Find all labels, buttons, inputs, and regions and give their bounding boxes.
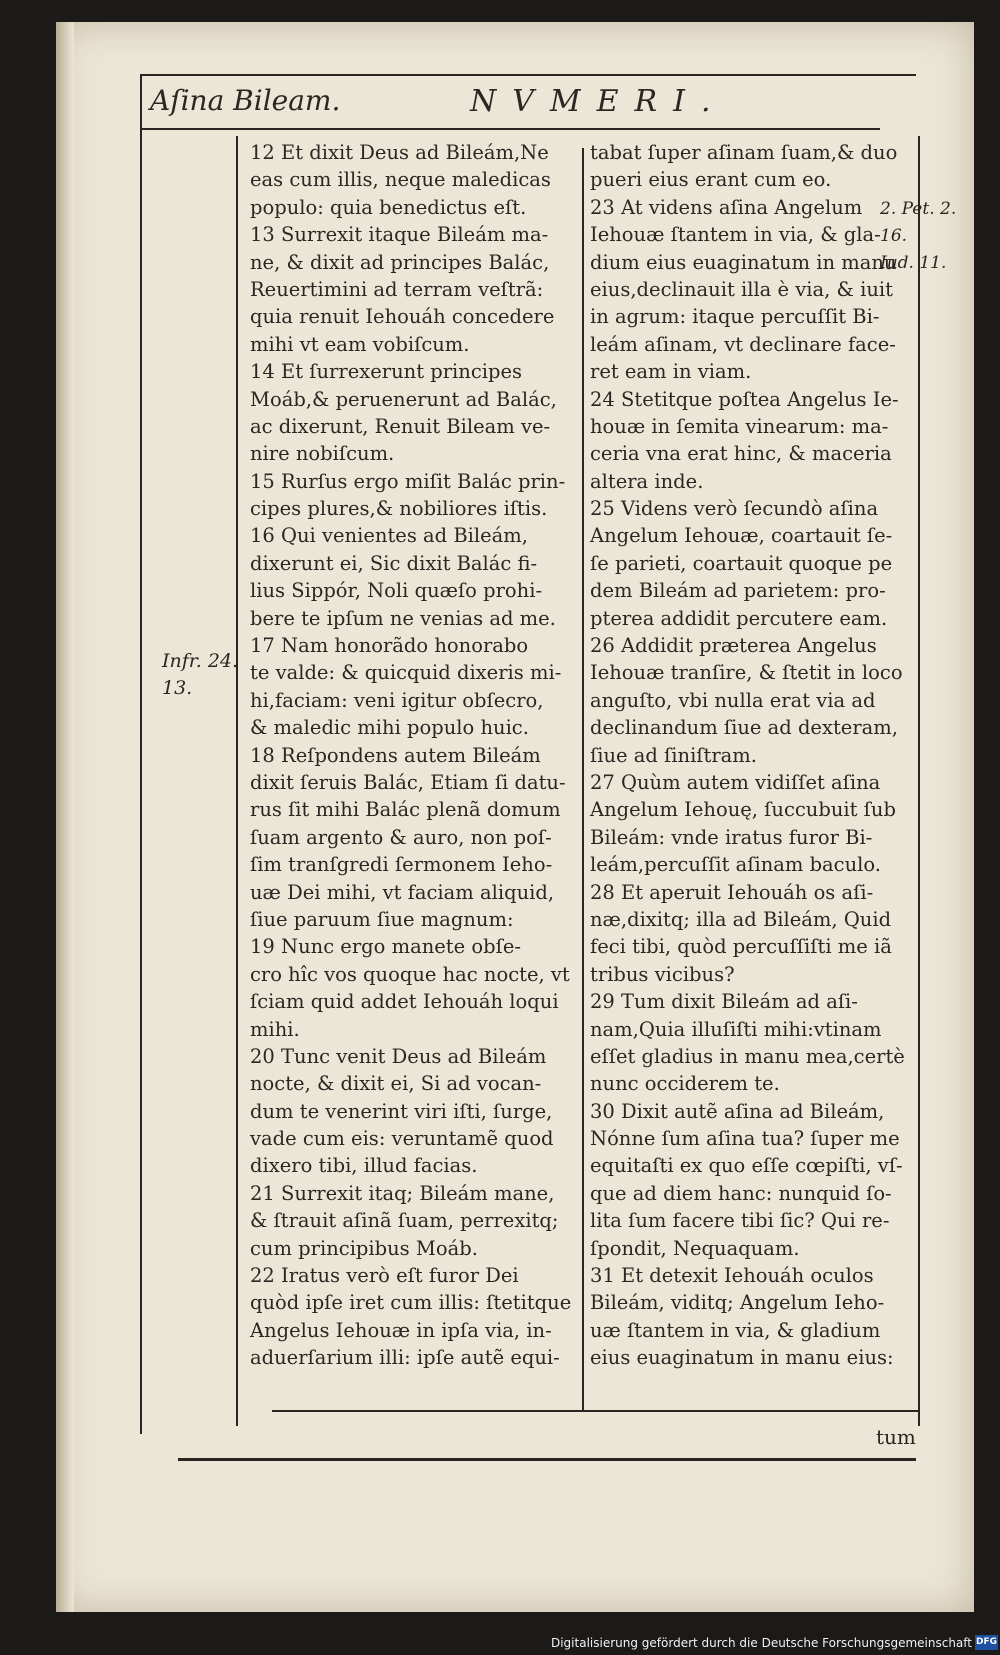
- text-line: cipes plures,& nobiliores iſtis.: [250, 497, 548, 521]
- text-line: nam,Quia illuſiſti mihi:vtinam: [590, 1017, 882, 1041]
- text-line: cum principibus Moáb.: [250, 1236, 478, 1260]
- header-rule-bottom: [140, 128, 880, 130]
- text-column-right: [590, 139, 912, 1372]
- text-line: 21 Surrexit itaq; Bileám mane,: [250, 1181, 555, 1205]
- text-column-left: [250, 139, 592, 1372]
- text-line: 29 Tum dixit Bileám ad aſi-: [590, 990, 858, 1014]
- text-line: eſſet gladius in manu mea,certè: [590, 1044, 905, 1068]
- text-line: næ,dixitq; illa ad Bileám, Quid: [590, 907, 892, 931]
- margin-note-ref: 16.: [880, 226, 908, 246]
- text-line: dixerunt ei, Sic dixit Balác fi-: [250, 551, 538, 575]
- text-line: que ad diem hanc: nunquid ſo-: [590, 1181, 892, 1205]
- outer-margin-rule: [918, 136, 920, 1426]
- catchword: tum: [876, 1425, 916, 1449]
- text-line: feci tibi, quòd percuſſiſti me iã: [590, 935, 892, 959]
- header-rule-top: [140, 74, 916, 76]
- text-line: dixit ſeruis Balác, Etiam ſi datu-: [250, 770, 566, 794]
- text-line: houæ in ſemita vinearum: ma-: [590, 414, 889, 438]
- text-line: eius euaginatum in manu eius:: [590, 1346, 894, 1370]
- book-title: NVMERI.: [470, 84, 727, 119]
- text-line: ne, & dixit ad principes Balác,: [250, 250, 550, 274]
- margin-note-ref: 13.: [162, 677, 193, 699]
- text-line: 24 Stetitque poſtea Angelus Ie-: [590, 387, 899, 411]
- page-gutter: [56, 22, 74, 1612]
- text-line: nire nobiſcum.: [250, 442, 395, 466]
- text-line: mihi.: [250, 1017, 300, 1041]
- text-line: in agrum: itaque percuſſit Bi-: [590, 305, 880, 329]
- text-line: hi,faciam: veni igitur obſecro,: [250, 688, 544, 712]
- text-line: cro hîc vos quoque hac nocte, vt: [250, 962, 570, 986]
- inner-margin-rule: [236, 136, 238, 1426]
- text-line: ſciam quid addet Iehouáh loqui: [250, 990, 559, 1014]
- text-line: 23 At videns aſina Angelum: [590, 195, 863, 219]
- text-line: altera inde.: [590, 469, 704, 493]
- text-line: dixero tibi, illud facias.: [250, 1154, 478, 1178]
- text-line: & ſtrauit aſinã ſuam, perrexitq;: [250, 1209, 559, 1233]
- footer-credit: Digitalisierung gefördert durch die Deutsche Forschungsgemeinschaft: [550, 1636, 972, 1650]
- text-line: eius,declinauit illa è via, & iuit: [590, 277, 893, 301]
- margin-note-right: [880, 196, 956, 277]
- text-line: & maledic mihi populo huic.: [250, 716, 529, 740]
- text-line: Bileám, viditq; Angelum Ieho-: [590, 1291, 885, 1315]
- text-line: 14 Et ſurrexerunt principes: [250, 360, 523, 384]
- text-line: ceria vna erat hinc, & maceria: [590, 442, 892, 466]
- text-line: 20 Tunc venit Deus ad Bileám: [250, 1044, 547, 1068]
- text-line: mihi vt eam vobiſcum.: [250, 332, 470, 356]
- text-line: Moáb,& peruenerunt ad Balác,: [250, 387, 557, 411]
- text-line: 12 Et dixit Deus ad Bileám,Ne: [250, 141, 549, 164]
- text-line: anguſto, vbi nulla erat via ad: [590, 688, 876, 712]
- margin-note-ref: 2. Pet. 2.: [880, 199, 957, 219]
- text-line: leám,percuſſit aſinam baculo.: [590, 853, 881, 877]
- text-line: nunc occiderem te.: [590, 1072, 780, 1096]
- text-line: 30 Dixit autẽ aſina ad Bileám,: [590, 1099, 885, 1123]
- text-line: rus ſit mihi Balác plenã domum: [250, 798, 561, 822]
- text-line: ſiue paruum ſiue magnum:: [250, 907, 514, 931]
- text-line: uæ Dei mihi, vt faciam aliquid,: [250, 880, 555, 904]
- text-line: ret eam in viam.: [590, 360, 752, 384]
- text-line: 31 Et detexit Iehouáh oculos: [590, 1264, 874, 1288]
- text-line: 26 Addidit præterea Angelus: [590, 634, 877, 658]
- left-border-rule: [140, 74, 142, 1434]
- text-line: Bileám: vnde iratus furor Bi-: [590, 825, 873, 849]
- text-line: quia renuit Iehouáh concedere: [250, 305, 555, 329]
- text-line: Reuertimini ad terram veſtrã:: [250, 277, 544, 301]
- text-line: Angelum Iehouę, ſuccubuit ſub: [590, 798, 896, 822]
- text-line: 27 Quùm autem vidiſſet aſina: [590, 770, 881, 794]
- text-line: 25 Videns verò ſecundò aſina: [590, 497, 879, 521]
- text-line: 22 Iratus verò eſt furor Dei: [250, 1264, 519, 1288]
- text-line: 18 Reſpondens autem Bileám: [250, 743, 541, 767]
- text-line: dem Bileám ad parietem: pro-: [590, 579, 886, 603]
- text-line: leám aſinam, vt declinare face-: [590, 332, 896, 356]
- margin-note-ref: Iud. 11.: [880, 253, 947, 273]
- margin-note-ref: Infr. 24.: [162, 650, 239, 672]
- text-line: quòd ipſe iret cum illis: ſtetitque: [250, 1291, 572, 1315]
- text-line: te valde: & quicquid dixeris mi-: [250, 661, 562, 685]
- text-line: 28 Et aperuit Iehouáh os aſi-: [590, 880, 874, 904]
- text-line: Iehouæ ſtantem in via, & gla-: [590, 223, 881, 247]
- text-line: tribus vicibus?: [590, 962, 735, 986]
- text-line: Nónne ſum aſina tua? ſuper me: [590, 1127, 900, 1151]
- text-line: ſiue ad ſiniſtram.: [590, 743, 757, 767]
- text-line: aduerſarium illi: ipſe autẽ equi-: [250, 1346, 560, 1370]
- text-line: lius Sippór, Noli quæſo prohi-: [250, 579, 543, 603]
- text-line: vade cum eis: veruntamẽ quod: [250, 1127, 554, 1151]
- text-line: 19 Nunc ergo manete obſe-: [250, 935, 521, 959]
- bottom-rule: [178, 1458, 916, 1461]
- text-line: ac dixerunt, Renuit Bileam ve-: [250, 414, 551, 438]
- text-line: Angelus Iehouæ in ipſa via, in-: [250, 1318, 552, 1342]
- text-line: dum te venerint viri iſti, ſurge,: [250, 1099, 553, 1123]
- text-line: eas cum illis, neque maledicas: [250, 168, 551, 192]
- text-line: lita ſum facere tibi ſic? Qui re-: [590, 1209, 890, 1233]
- text-line: ſim tranſgredi ſermonem Ieho-: [250, 853, 553, 877]
- text-line: dium eius euaginatum in manu: [590, 250, 897, 274]
- text-line: pueri eius erant cum eo.: [590, 168, 832, 192]
- text-line: bere te ipſum ne venias ad me.: [250, 606, 556, 630]
- text-line: 16 Qui venientes ad Bileám,: [250, 524, 528, 548]
- text-line: 17 Nam honorãdo honorabo: [250, 634, 529, 658]
- text-line: 13 Surrexit itaque Bileám ma-: [250, 223, 549, 247]
- dfg-logo: DFG: [975, 1635, 998, 1650]
- text-line: equitaſti ex quo eſſe cœpiſti, vſ-: [590, 1154, 903, 1178]
- text-line: pterea addidit percutere eam.: [590, 606, 888, 630]
- text-line: nocte, & dixit ei, Si ad vocan-: [250, 1072, 542, 1096]
- text-line: ſuam argento & auro, non poſ-: [250, 825, 552, 849]
- footer-rule: [272, 1410, 918, 1412]
- margin-note-left: [162, 648, 238, 702]
- text-line: ſe parieti, coartauit quoque pe: [590, 551, 893, 575]
- running-head: Aſina Bileam.: [150, 84, 341, 117]
- text-line: uæ ſtantem in via, & gladium: [590, 1318, 881, 1342]
- text-line: Angelum Iehouæ, coartauit ſe-: [590, 524, 893, 548]
- text-line: Iehouæ tranſire, & ſtetit in loco: [590, 661, 903, 685]
- text-line: tabat ſuper aſinam ſuam,& duo: [590, 141, 898, 164]
- text-line: ſpondit, Nequaquam.: [590, 1236, 800, 1260]
- text-line: 15 Rurſus ergo miſit Balác prin-: [250, 469, 566, 493]
- text-line: declinandum ſiue ad dexteram,: [590, 716, 898, 740]
- text-line: populo: quia benedictus eſt.: [250, 195, 527, 219]
